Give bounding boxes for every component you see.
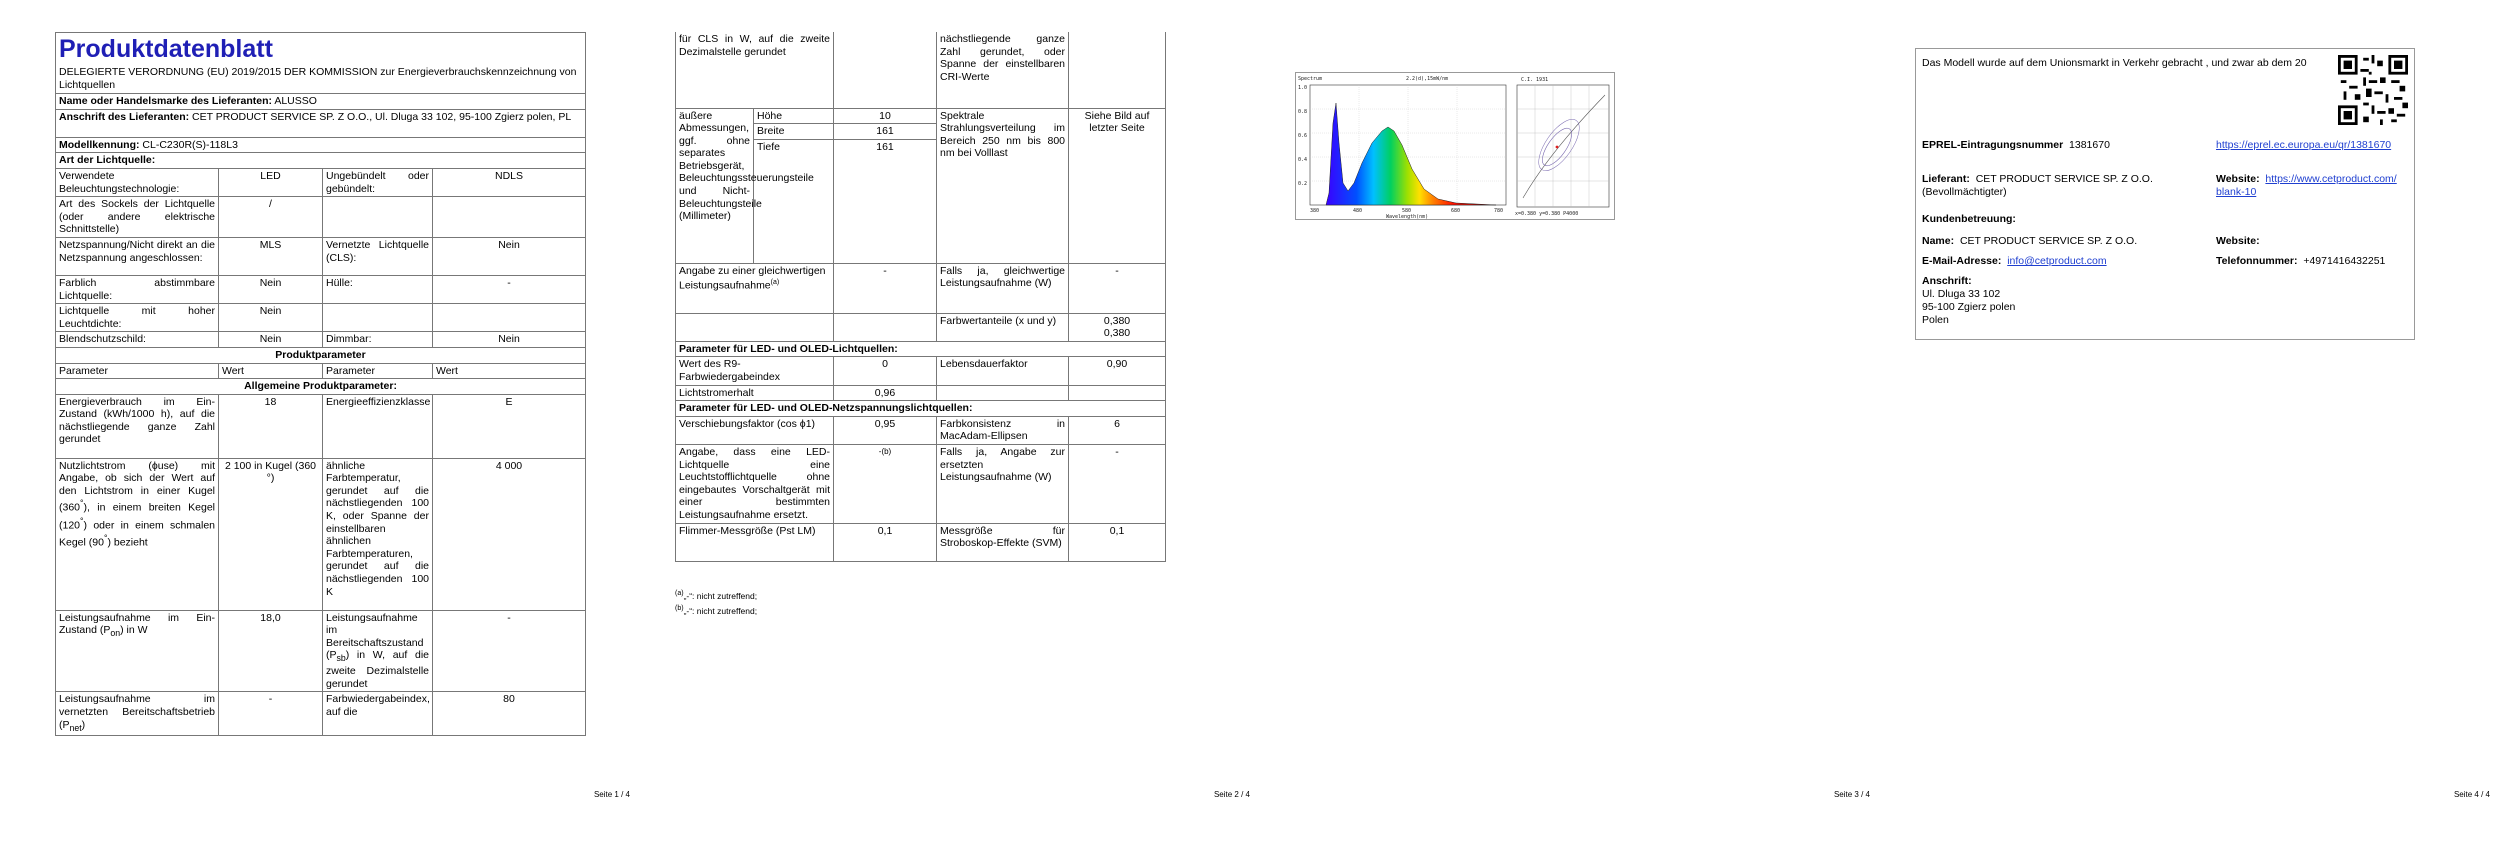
supplier-row: Lieferant: CET PRODUCT SERVICE SP. Z O.O. (Bevollmächtigter) <box>1922 173 2153 198</box>
anti-glare-value: Nein <box>219 332 323 348</box>
replaced-power-label: Falls ja, Angabe zur ersetzten Leistungsaufnahme (W) <box>937 445 1069 524</box>
svg-text:780: 780 <box>1494 208 1504 214</box>
cri-range-label: nächstliegende ganze Zahl gerundet, oder Spanne der einstellbaren CRI-Werte <box>937 32 1069 108</box>
eprel-link[interactable]: https://eprel.ec.europa.eu/qr/1381670 <box>2216 139 2392 151</box>
useful-flux-label: Nutzlichtstrom (ϕuse) mit Angabe, ob sich der Wert auf den Lichtstrom in einer Kugel (360°), in einem breiten Kegel (120°) oder in einem schmalen Kegel (90°) bezieht <box>56 458 219 610</box>
product-sheet-table <box>55 32 586 736</box>
r9-value: 0 <box>834 357 937 385</box>
fluorescent-replacement-label: Angabe, dass eine LED-Lichtquelle eine Leuchtstofflichtquelle ohne eingebautes Vorschaltgerät mit einer bestimmten Leistungsaufnahme ersetzt. <box>676 445 834 524</box>
light-source-type-label: Art der Lichtquelle: <box>56 153 586 169</box>
networked-standby-value: - <box>219 692 323 736</box>
cs-website-label: Website: <box>2216 235 2260 247</box>
svg-text:0.4: 0.4 <box>1298 157 1308 163</box>
colour-consistency-label: Farbkonsistenz in MacAdam-Ellipsen <box>937 416 1069 444</box>
equivalent-power-value: - <box>834 263 937 313</box>
page-1 <box>40 0 640 842</box>
cs-email-row: E-Mail-Adresse: info@cetproduct.com <box>1922 255 2107 267</box>
standby-power-label: Leistungsaufnahme im Bereitschaftszustand $(P_{sb})$ in W, auf die zweite Dezimalstelle gerundet <box>323 610 433 692</box>
survival-factor-value: 0,90 <box>1069 357 1166 385</box>
cs-name-row: Name: CET PRODUCT SERVICE SP. Z O.O. <box>1922 235 2138 247</box>
led-mains-params-heading: Parameter für LED- und OLED-Netzspannungslichtquellen: <box>676 401 1166 417</box>
svg-text:0.8: 0.8 <box>1298 109 1308 115</box>
on-mode-power-label: Leistungsaufnahme im Ein-Zustand $(P_{on})$ in W <box>56 610 219 692</box>
depth-value: 161 <box>834 139 937 263</box>
footnote-a: $^{(a)}$„-“: nicht zutreffend; <box>675 590 758 601</box>
dimmable-label: Dimmbar: <box>323 332 433 348</box>
lumen-maintenance-value: 0,96 <box>834 385 937 401</box>
model-label: Modellkennung: <box>59 138 140 151</box>
model-value: CL-C230R(S)-118L3 <box>142 138 238 151</box>
website-link[interactable]: https://www.cetproduct.com/blank-10 <box>2216 173 2397 198</box>
cie-chart <box>1509 72 1615 220</box>
cct-label: ähnliche Farbtemperatur, gerundet auf die nächstliegenden 100 K, oder Spanne der einstellbaren ähnlichen Farbtemperaturen, gerundet auf die nächstliegenden 100 K <box>323 458 433 610</box>
fluorescent-replacement-value: -(b) <box>834 445 937 524</box>
spectrum-x-label: Wavelength(nm) <box>1386 214 1429 220</box>
svg-text:380: 380 <box>1310 208 1320 214</box>
depth-label: Tiefe <box>754 139 834 263</box>
col-header-param-2: Parameter <box>323 363 433 379</box>
networked-standby-label: Leistungsaufnahme im vernetzten Bereitschaftsbetrieb $(P_{net})$ <box>56 692 219 736</box>
survival-factor-label: Lebensdauerfaktor <box>937 357 1069 385</box>
page-2 <box>660 0 1260 842</box>
envelope-label: Hülle: <box>323 275 433 303</box>
brand-label: Name oder Handelsmarke des Lieferanten: <box>59 95 272 108</box>
email-link[interactable]: info@cetproduct.com <box>2007 255 2107 267</box>
page-number: Seite 4 / 4 <box>2453 790 2490 799</box>
lighting-tech-value: LED <box>219 168 323 196</box>
address-value: CET PRODUCT SERVICE SP. Z O.O., Ul. Dluga 33 102, 95-100 Zgierz polen, PL <box>192 110 572 123</box>
cie-title: C.I. 1931 <box>1521 77 1549 83</box>
stroboscopic-value: 0,1 <box>1069 523 1166 561</box>
led-params-heading: Parameter für LED- und OLED-Lichtquellen: <box>676 341 1166 357</box>
width-value: 161 <box>834 124 937 140</box>
cct-value: 4 000 <box>433 458 586 610</box>
product-params-heading: Produktparameter <box>56 347 586 363</box>
page-number: Seite 1 / 4 <box>593 790 630 799</box>
useful-flux-value: 2 100 in Kugel (360 °) <box>219 458 323 610</box>
colour-tunable-value: Nein <box>219 275 323 303</box>
displacement-factor-value: 0,95 <box>834 416 937 444</box>
page-3 <box>1280 0 1880 842</box>
supplier-info-box <box>1915 48 2415 340</box>
svg-text:0.6: 0.6 <box>1298 133 1308 139</box>
energy-class-value: E <box>433 394 586 458</box>
directional-label: Ungebündelt oder gebündelt: <box>323 168 433 196</box>
chromaticity-label: Farbwertanteile (x und y) <box>937 313 1069 341</box>
energy-consumption-label: Energieverbrauch im Ein-Zustand (kWh/1000 h), auf die nächstliegende ganze Zahl gerundet <box>56 394 219 458</box>
cls-standby-label: für CLS in W, auf die zweite Dezimalstelle gerundet <box>676 32 834 108</box>
equivalent-power-label: Angabe zu einer gleichwertigen Leistungsaufnahme$^{(a)}$ <box>676 263 834 313</box>
cri-label: Farbwiedergabeindex, auf die <box>323 692 433 736</box>
col-header-param: Parameter <box>56 363 219 379</box>
spectrum-top-left: Spectrum <box>1298 76 1323 82</box>
page-4 <box>1900 0 2500 842</box>
colour-consistency-value: 6 <box>1069 416 1166 444</box>
stroboscopic-label: Messgröße für Stroboskop-Effekte (SVM) <box>937 523 1069 561</box>
energy-class-label: Energieeffizienzklasse <box>323 394 433 458</box>
directional-value: NDLS <box>433 168 586 196</box>
brand-value: ALUSSO <box>274 95 317 108</box>
page-number: Seite 2 / 4 <box>1213 790 1250 799</box>
svg-text:480: 480 <box>1353 208 1363 214</box>
height-label: Höhe <box>754 108 834 124</box>
lumen-maintenance-label: Lichtstromerhalt <box>676 385 834 401</box>
chromaticity-value: 0,380 0,380 <box>1069 313 1166 341</box>
high-luminance-label: Lichtquelle mit hoher Leuchtdichte: <box>56 304 219 332</box>
qr-code-icon <box>2338 55 2408 125</box>
cie-svg <box>1509 73 1614 219</box>
standby-power-value: - <box>433 610 586 692</box>
cri-value: 80 <box>433 692 586 736</box>
displacement-factor-label: Verschiebungsfaktor (cos ϕ1) <box>676 416 834 444</box>
document-title: Produktdatenblatt <box>59 35 273 63</box>
envelope-value: - <box>433 275 586 303</box>
energy-consumption-value: 18 <box>219 394 323 458</box>
high-luminance-value: Nein <box>219 304 323 332</box>
cap-type-value: / <box>219 197 323 238</box>
cie-caption: x=0.380 y=0.380 P4000 <box>1515 211 1579 217</box>
customer-service-label: Kundenbetreuung: <box>1922 213 2016 225</box>
col-header-value-2: Wert <box>433 363 586 379</box>
cap-type-label: Art des Sockels der Lichtquelle (oder andere elektrische Schnittstelle) <box>56 197 219 238</box>
dimmable-value: Nein <box>433 332 586 348</box>
address-label: Anschrift des Lieferanten: <box>59 110 190 123</box>
spectrum-svg <box>1296 73 1510 219</box>
document-subtitle: DELEGIERTE VERORDNUNG (EU) 2019/2015 DER KOMMISSION zur Energieverbrauchskennzeichnung von Lichtquellen <box>59 66 577 91</box>
colour-tunable-label: Farblich abstimmbare Lichtquelle: <box>56 275 219 303</box>
height-value: 10 <box>834 108 937 124</box>
anti-glare-label: Blendschutzschild: <box>56 332 219 348</box>
mains-value: MLS <box>219 237 323 275</box>
cls-value: Nein <box>433 237 586 275</box>
footnote-b: $^{(b)}$„-“: nicht zutreffend; <box>675 605 758 616</box>
on-mode-power-value: 18,0 <box>219 610 323 692</box>
flicker-label: Flimmer-Messgröße (Pst LM) <box>676 523 834 561</box>
flicker-value: 0,1 <box>834 523 937 561</box>
width-label: Breite <box>754 124 834 140</box>
equivalent-power-yes-value: - <box>1069 263 1166 313</box>
market-date-text: Das Modell wurde auf dem Unionsmarkt in Verkehr gebracht , und zwar ab dem 20 <box>1922 57 2307 69</box>
cls-label: Vernetzte Lichtquelle (CLS): <box>323 237 433 275</box>
spectrum-chart <box>1295 72 1511 220</box>
spectral-distribution-label: Spektrale Strahlungsverteilung im Bereich 250 nm bis 800 nm bei Volllast <box>937 108 1069 263</box>
dimensions-label: äußere Abmessungen, ggf. ohne separates Betriebsgerät, Beleuchtungssteuerungsteile und Nicht-Beleuchtungsteile (Millimeter) <box>676 108 754 263</box>
eprel-row: EPREL-Eintragungsnummer 1381670 <box>1922 139 2110 151</box>
lighting-tech-label: Verwendete Beleuchtungstechnologie: <box>56 168 219 196</box>
col-header-value: Wert <box>219 363 323 379</box>
equivalent-power-yes-label: Falls ja, gleichwertige Leistungsaufnahme (W) <box>937 263 1069 313</box>
cs-phone-row: Telefonnummer: +4971416432251 <box>2216 255 2386 267</box>
cs-address: Anschrift: Ul. Dluga 33 102 95-100 Zgierz polen Polen <box>1922 275 2016 326</box>
product-sheet-table-continued <box>675 32 1166 562</box>
svg-text:1.0: 1.0 <box>1298 85 1308 91</box>
spectral-distribution-value: Siehe Bild auf letzter Seite <box>1069 108 1166 263</box>
replaced-power-value: - <box>1069 445 1166 524</box>
svg-text:0.2: 0.2 <box>1298 181 1308 187</box>
r9-label: Wert des R9-Farbwiedergabeindex <box>676 357 834 385</box>
mains-label: Netzspannung/Nicht direkt an die Netzspannung angeschlossen: <box>56 237 219 275</box>
spectrum-title: 2.2(d),15mW/nm <box>1406 76 1449 82</box>
svg-text:680: 680 <box>1451 208 1461 214</box>
website-row: Website: https://www.cetproduct.com/blank-10 <box>2216 173 2397 198</box>
page-number: Seite 3 / 4 <box>1833 790 1870 799</box>
svg-text:580: 580 <box>1402 208 1412 214</box>
general-params-heading: Allgemeine Produktparameter: <box>56 379 586 395</box>
